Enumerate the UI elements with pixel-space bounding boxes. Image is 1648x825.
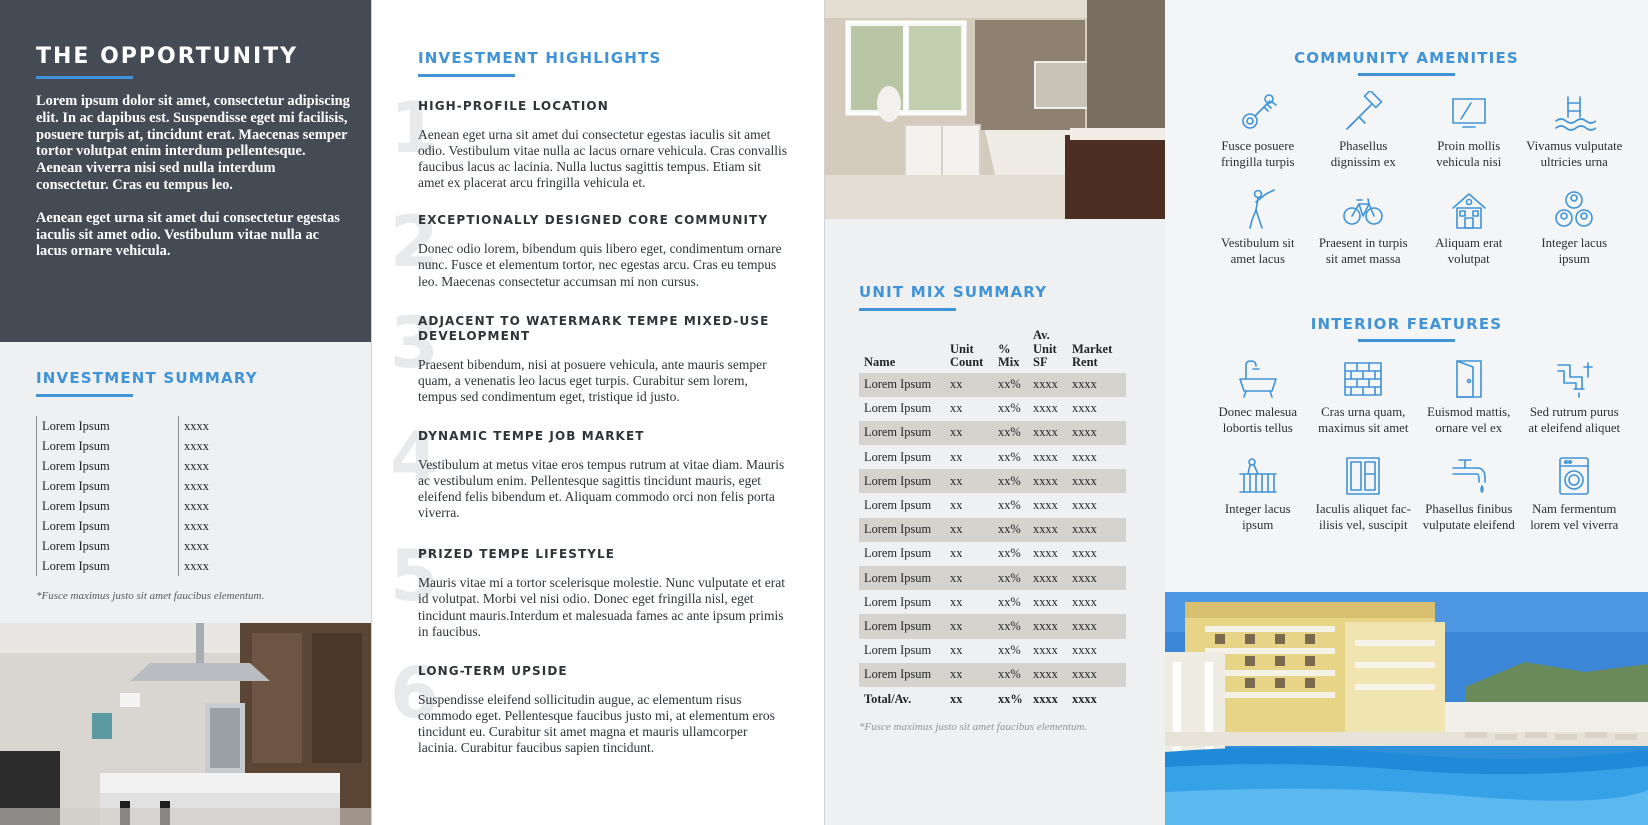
table-cell: xxxx [1028,614,1067,638]
highlight-heading: DYNAMIC TEMPE JOB MARKET [418,428,645,443]
highlight-body: Aenean eget urna sit amet dui consectetur egestas iaculis sit amet odio. Vestibulum vitae nulla ac lacus ornare vehicula. Cras convallis faucibus lacus ac lacinia. Nulla luctus sagittis tempus. Etiam sit amet ex placerat arcu fringilla vehicula et. [418,127,788,191]
summary-label: Lorem Ipsum [42,539,110,553]
table-cell: xx [950,691,963,706]
table-cell: xx% [993,614,1028,638]
table-cell: xxxx [1072,643,1097,658]
total-row [859,687,1126,711]
summary-value-column [178,416,209,576]
washer-icon [1552,454,1596,498]
feature-label: Integer lacus ipsum [1224,502,1291,532]
interior-features-title: INTERIOR FEATURES [1310,315,1503,333]
faucet-icon [1447,454,1491,498]
feature-label: Donec malesua lobortis tellus [1218,405,1298,435]
table-cell: Lorem Ipsum [864,546,932,561]
feature-label: Proin mollis vehicula nisi [1436,139,1502,169]
feature-label: Nam fermentum lorem vel viverra [1530,502,1619,532]
summary-label: Lorem Ipsum [42,419,110,433]
column-header: % Mix [998,341,1020,369]
table-cell: xxxx [1067,373,1126,397]
table-cell: xx [950,449,963,464]
summary-label-column [36,416,110,576]
feature-item [1416,357,1522,454]
highlight-item [390,535,788,639]
title-underline [418,74,515,77]
opportunity-block [0,0,371,342]
table-cell: xx [950,498,963,513]
table-cell: xx% [993,663,1028,687]
feature-label: Iaculis aliquet fac- ilisis vel, suscipit [1315,502,1411,532]
table-cell: xx [945,469,993,493]
table-cell: xx% [993,566,1028,590]
interior-grid [1205,357,1635,551]
table-row [859,518,1126,542]
highlight-heading: HIGH-PROFILE LOCATION [418,99,609,113]
feature-label: Vivamus vulputate ultricies urna [1526,139,1623,169]
table-cell: xx [945,663,993,687]
highlight-number: 4 [390,416,439,499]
table-cell: xxxx [1067,518,1126,542]
table-cell: xx% [998,691,1023,706]
table-cell: xx% [998,546,1021,561]
table-cell: xx% [998,643,1021,658]
title-underline [1358,73,1455,76]
table-cell: xxxx [1067,614,1126,638]
table-cell: xxxx [1033,691,1058,706]
bathtub-icon [1236,357,1280,401]
pool-photo [1165,592,1648,825]
house-icon [1447,188,1491,232]
feature-label: Phasellus dignissim ex [1330,139,1396,169]
table-cell: xx [945,566,993,590]
table-header-row [859,329,1126,373]
table-cell: xx [945,373,993,397]
bathroom-photo [825,0,1165,219]
highlight-item [390,416,788,521]
highlight-number: 3 [390,301,439,384]
community-icon [1552,188,1596,232]
feature-item [1205,357,1311,454]
title-underline [859,308,956,311]
table-row [859,614,1126,638]
feature-item [1416,454,1522,551]
feature-item [1311,454,1417,551]
highlight-heading: PRIZED TEMPE LIFESTYLE [418,547,616,562]
table-cell: xxxx [1033,594,1058,609]
table-row [859,469,1126,493]
table-cell: xxxx [1028,663,1067,687]
table-cell: xx% [993,469,1028,493]
table-cell: xxxx [1033,546,1058,561]
table-cell: xx% [998,449,1021,464]
table-cell: xxxx [1033,498,1058,513]
amenities-heading [1165,49,1648,76]
feature-label: Euismod mattis, ornare vel ex [1427,405,1511,435]
table-cell: xxxx [1033,449,1058,464]
table-cell: xx% [998,594,1021,609]
highlight-body: Mauris vitae mi a tortor scelerisque molestie. Nunc vulputate et erat id volutpat. Morbi vel nisi odio. Donec eget fringilla nisl, eget tincidunt mauris.Interdum et malesuada fames ac ante ipsum primis in faucibus. [418,575,786,639]
title-underline [36,76,133,79]
investment-summary-table [36,416,356,578]
investment-summary [36,369,356,602]
feature-label: Integer lacus ipsum [1541,236,1608,266]
feature-item [1205,91,1311,188]
unit-mix-body [859,373,1126,712]
highlight-number: 2 [390,201,439,284]
feature-label: Fusce posuere fringilla turpis [1220,139,1295,169]
feature-label: Praesent in turpis sit amet massa [1318,236,1408,266]
highlight-heading: EXCEPTIONALLY DESIGNED CORE COMMUNITY [418,213,769,228]
table-cell: xxxx [1028,469,1067,493]
feature-item [1205,188,1311,285]
brick-wall-icon [1341,357,1385,401]
table-cell: Lorem Ipsum [864,401,932,416]
table-row [859,397,1126,421]
table-cell: xx [945,518,993,542]
column-header: Market Rent [1072,341,1113,369]
feature-item [1416,91,1522,188]
investment-highlights [390,49,788,756]
table-cell: xxxx [1072,449,1097,464]
table-cell: Lorem Ipsum [859,469,945,493]
summary-value: xxxx [184,459,209,473]
summary-footnote: *Fusce maximus justo sit amet faucibus elementum. [36,590,265,602]
summary-label: Lorem Ipsum [42,479,110,493]
summary-label: Lorem Ipsum [42,519,110,533]
summary-value: xxxx [184,439,209,453]
highlight-heading: ADJACENT TO WATERMARK TEMPE MIXED-USE DEVELOPMENT [418,313,770,343]
table-cell: xx [950,546,963,561]
table-cell: xxxx [1028,421,1067,445]
table-cell: xxxx [1028,373,1067,397]
kitchen-photo [0,623,371,825]
highlights-panel [371,0,825,825]
table-cell: xxxx [1033,643,1058,658]
opportunity-panel [0,0,371,825]
summary-label: Lorem Ipsum [42,459,110,473]
table-cell: xx% [993,421,1028,445]
table-cell: xxxx [1033,401,1058,416]
table-cell: xxxx [1067,566,1126,590]
unit-mix-footnote: *Fusce maximus justo sit amet faucibus elementum. [859,721,1088,734]
investment-highlights-title: INVESTMENT HIGHLIGHTS [418,49,662,67]
table-row [859,542,1126,566]
summary-label: Lorem Ipsum [42,439,110,453]
plumbing-icon [1552,357,1596,401]
balcony-icon [1236,454,1280,498]
table-cell: Lorem Ipsum [859,566,945,590]
feature-item [1522,357,1628,454]
opportunity-paragraph: Lorem ipsum dolor sit amet, consectetur adipiscing elit. In ac dapibus est. Suspendisse eget mi facilisis, posuere turpis at, tincidunt erat. Maecenas semper tortor volutpat enim interdum pellentesque. Aenean viverra nisi sed nulla interdum consectetur. Cras eu tempus leo. [36,93,350,193]
table-cell: Lorem Ipsum [859,614,945,638]
bicycle-icon [1341,188,1385,232]
table-cell: Lorem Ipsum [859,518,945,542]
table-row [859,445,1126,469]
highlight-body: Praesent bibendum, nisi at posuere vehicula, ante mauris semper quam, a venenatis leo lacus eget turpis. Curabitur sem lorem, tempus sed condimentum eget, tristique id justo. [418,356,767,404]
table-cell: xx [945,614,993,638]
table-row [859,566,1126,590]
unit-mix-panel [825,0,1165,825]
table-cell: Lorem Ipsum [859,663,945,687]
column-header: Name [864,355,896,369]
column-header: Unit Count [950,341,984,369]
table-cell: xxxx [1072,498,1097,513]
table-row [859,493,1126,517]
feature-item [1522,188,1628,285]
table-cell: xxxx [1072,594,1097,609]
interior-heading [1165,315,1648,342]
table-cell: xx [950,594,963,609]
table-cell: Lorem Ipsum [864,594,932,609]
table-cell: Lorem Ipsum [864,643,932,658]
feature-label: Aliquam erat volutpat [1435,236,1503,266]
table-row [859,373,1126,397]
title-underline [36,394,133,397]
feature-item [1522,454,1628,551]
summary-value: xxxx [184,479,209,493]
highlight-number: 6 [390,651,439,734]
summary-value: xxxx [184,559,209,573]
table-row [859,421,1126,445]
table-cell: xx [945,421,993,445]
feature-label: Phasellus finibus vulputate eleifend [1422,502,1515,532]
table-cell: xx [950,643,963,658]
table-cell: xx% [998,498,1021,513]
feature-item [1416,188,1522,285]
highlight-item [390,87,788,191]
table-row [859,590,1126,614]
highlight-body: Vestibulum at metus vitae eros tempus rutrum at vitae diam. Mauris ac vestibulum enim. Pellentesque sagittis tincidunt mauris, eget eleifend felis bibendum et. Aliquam commodo orci non felis porta viverra. [418,456,785,521]
window-icon [1341,454,1385,498]
table-cell: Lorem Ipsum [859,421,945,445]
table-cell: xx [950,401,963,416]
tv-icon [1447,91,1491,135]
gym-icon [1341,91,1385,135]
highlight-item [390,301,788,405]
table-cell: xx% [998,401,1021,416]
table-row [859,639,1126,663]
door-icon [1447,357,1491,401]
table-cell: xxxx [1028,518,1067,542]
unit-mix-title: UNIT MIX SUMMARY [859,283,1048,301]
summary-value: xxxx [184,539,209,553]
unit-mix-table [859,329,1126,711]
feature-item [1205,454,1311,551]
feature-item [1311,188,1417,285]
table-cell: xxxx [1067,469,1126,493]
summary-label: Lorem Ipsum [42,559,110,573]
table-cell: xxxx [1072,691,1097,706]
table-cell: xxxx [1072,546,1097,561]
highlight-number: 5 [390,535,439,618]
table-row [859,663,1126,687]
feature-item [1311,357,1417,454]
column-header: Av. Unit SF [1033,328,1057,369]
amenities-grid [1205,91,1635,285]
feature-label: Sed rutrum purus at eleifend aliquet [1528,405,1621,435]
summary-label: Lorem Ipsum [42,499,110,513]
summary-value: xxxx [184,499,209,513]
table-cell: Lorem Ipsum [864,498,932,513]
opportunity-paragraph: Aenean eget urna sit amet dui consectetur egestas iaculis sit amet odio. Vestibulum vitae nulla ac lacus ornare vehicula. [36,209,340,260]
table-cell: xxxx [1028,566,1067,590]
summary-value: xxxx [184,419,209,433]
table-cell: xxxx [1067,663,1126,687]
table-cell: Total/Av. [864,691,912,706]
opportunity-title: THE OPPORTUNITY [36,44,299,69]
features-panel [1165,0,1648,825]
community-amenities-title: COMMUNITY AMENITIES [1294,49,1519,67]
title-underline [1358,339,1455,342]
highlight-item [390,651,788,756]
table-cell: xx% [993,518,1028,542]
table-cell: xx% [993,373,1028,397]
table-cell: xxxx [1067,421,1126,445]
feature-item [1311,91,1417,188]
highlight-heading: LONG-TERM UPSIDE [418,663,568,678]
investment-summary-title: INVESTMENT SUMMARY [36,369,258,387]
feature-label: Vestibulum sit amet lacus [1220,236,1295,266]
highlight-body: Donec odio lorem, bibendum quis libero eget, condimentum ornare nunc. Fusce et elementum tortor, nec egestas arcu. Cras eu tempus leo. Maecenas consectetur accumsan mi non cursus. [418,241,782,289]
highlight-number: 1 [390,87,439,169]
golf-icon [1236,188,1280,232]
highlight-item [390,201,788,289]
table-cell: xxxx [1072,401,1097,416]
unit-mix-summary [859,283,1159,733]
feature-item [1522,91,1628,188]
feature-label: Cras urna quam, maximus sit amet [1318,405,1409,435]
table-cell: Lorem Ipsum [859,373,945,397]
summary-value: xxxx [184,519,209,533]
highlight-body: Suspendisse eleifend sollicitudin augue, ac elementum risus commodo eget. Pellentesque faucibus justo mi, at elementum eros tincidunt eu. Curabitur sit amet magna et mauris ullamcorper lacinia. Curabitur faucibus sapien tincidunt. [418,691,775,755]
pool-icon [1552,91,1596,135]
keys-icon [1236,91,1280,135]
table-cell: Lorem Ipsum [864,449,932,464]
